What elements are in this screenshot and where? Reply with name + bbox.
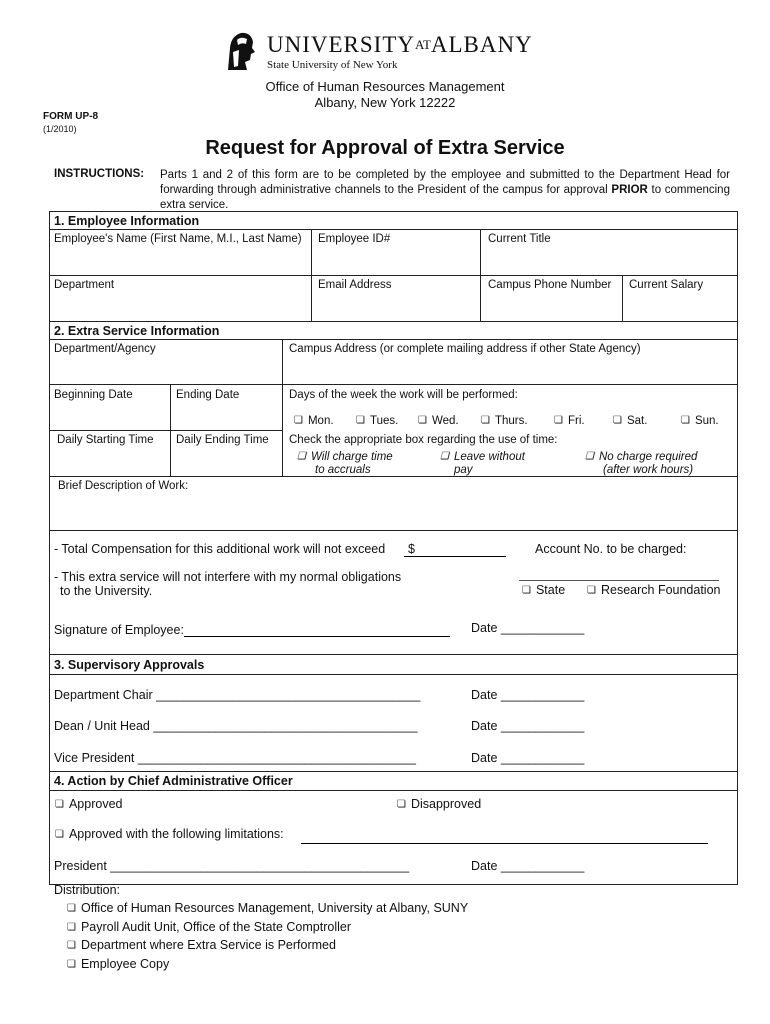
current-salary-field[interactable]: Current Salary bbox=[629, 279, 704, 291]
distribution-item: ❏ Payroll Audit Unit, Office of the State Comptroller bbox=[67, 920, 351, 934]
department-agency-field[interactable]: Department/Agency bbox=[54, 343, 156, 355]
vice-president-signature[interactable]: Vice President ________________________________________ bbox=[54, 751, 416, 765]
compensation-label: - Total Compensation for this additional work will not exceed bbox=[54, 542, 386, 556]
daily-end-field[interactable]: Daily Ending Time bbox=[176, 434, 269, 446]
campus-phone-field[interactable]: Campus Phone Number bbox=[488, 279, 612, 291]
compensation-amount-field[interactable]: $ bbox=[404, 542, 506, 557]
logo-wordmark: UNIVERSITYATALBANY bbox=[267, 32, 533, 57]
distribution-label: Distribution: bbox=[54, 883, 120, 897]
employee-signature-label: Signature of Employee: bbox=[54, 623, 184, 637]
charge-accruals-checkbox[interactable]: ❏ Will charge time to accruals bbox=[297, 451, 393, 476]
logo-subtitle: State University of New York bbox=[267, 59, 398, 71]
office-address: Albany, New York 12222 bbox=[314, 95, 456, 110]
time-use-label: Check the appropriate box regarding the use of time: bbox=[289, 434, 558, 446]
form-date: (1/2010) bbox=[43, 124, 77, 134]
university-logo bbox=[225, 30, 555, 76]
department-chair-signature[interactable]: Department Chair ______________________________________ bbox=[54, 688, 421, 702]
employee-date-field[interactable]: Date ____________ bbox=[471, 621, 585, 635]
instructions-label: INSTRUCTIONS: bbox=[54, 168, 145, 180]
employee-signature-field[interactable] bbox=[184, 636, 450, 637]
ending-date-field[interactable]: Ending Date bbox=[176, 389, 240, 401]
distribution-item: ❏ Department where Extra Service is Performed bbox=[67, 938, 336, 952]
account-number-field[interactable] bbox=[519, 580, 719, 581]
research-foundation-checkbox[interactable]: ❏ Research Foundation bbox=[587, 583, 721, 597]
form-id: FORM UP-8 bbox=[43, 111, 98, 122]
leave-without-pay-checkbox[interactable]: ❏ Leave without pay bbox=[440, 451, 525, 476]
section1-heading: 1. Employee Information bbox=[54, 214, 200, 228]
vp-date-field[interactable]: Date ____________ bbox=[471, 751, 585, 765]
day-thurs[interactable]: ❏ Thurs. bbox=[481, 415, 528, 427]
employee-name-field[interactable]: Employee's Name (First Name, M.I., Last Name) bbox=[54, 233, 302, 245]
beginning-date-field[interactable]: Beginning Date bbox=[54, 389, 133, 401]
email-field[interactable]: Email Address bbox=[318, 279, 392, 291]
distribution-item: ❏ Employee Copy bbox=[67, 957, 169, 971]
obligation-text-1: - This extra service will not interfere with my normal obligations bbox=[54, 570, 402, 584]
current-title-field[interactable]: Current Title bbox=[488, 233, 551, 245]
daily-start-field[interactable]: Daily Starting Time bbox=[57, 434, 154, 446]
campus-address-field[interactable]: Campus Address (or complete mailing address if other State Agency) bbox=[289, 343, 641, 355]
chair-date-field[interactable]: Date ____________ bbox=[471, 688, 585, 702]
employee-id-field[interactable]: Employee ID# bbox=[318, 233, 391, 245]
dean-signature[interactable]: Dean / Unit Head ______________________________________ bbox=[54, 719, 418, 733]
department-field[interactable]: Department bbox=[54, 279, 115, 291]
president-signature[interactable]: President ___________________________________________ bbox=[54, 859, 410, 873]
section4-heading: 4. Action by Chief Administrative Officer bbox=[54, 774, 293, 788]
distribution-item: ❏ Office of Human Resources Management, University at Albany, SUNY bbox=[67, 901, 468, 915]
day-sat[interactable]: ❏ Sat. bbox=[613, 415, 647, 427]
no-charge-checkbox[interactable]: ❏ No charge required (after work hours) bbox=[585, 451, 697, 476]
days-label: Days of the week the work will be performed: bbox=[289, 389, 518, 401]
office-name: Office of Human Resources Management bbox=[265, 79, 505, 94]
section3-heading: 3. Supervisory Approvals bbox=[54, 658, 205, 672]
form-title: Request for Approval of Extra Service bbox=[205, 137, 565, 159]
day-mon[interactable]: ❏ Mon. bbox=[294, 415, 334, 427]
minerva-logo-icon bbox=[225, 30, 257, 72]
dean-date-field[interactable]: Date ____________ bbox=[471, 719, 585, 733]
president-date-field[interactable]: Date ____________ bbox=[471, 859, 585, 873]
instructions-text: Parts 1 and 2 of this form are to be completed by the employee and submitted to the Department Head for forwarding through administrative channels to the President of the campus for approval PRIOR to commencing extra service. bbox=[160, 169, 730, 211]
approved-checkbox[interactable]: ❏ Approved bbox=[55, 797, 122, 811]
account-label: Account No. to be charged: bbox=[535, 542, 687, 556]
day-sun[interactable]: ❏ Sun. bbox=[681, 415, 719, 427]
state-checkbox[interactable]: ❏ State bbox=[522, 583, 565, 597]
limitations-field[interactable] bbox=[301, 843, 708, 844]
section2-heading: 2. Extra Service Information bbox=[54, 324, 220, 338]
day-wed[interactable]: ❏ Wed. bbox=[418, 415, 459, 427]
day-tues[interactable]: ❏ Tues. bbox=[356, 415, 398, 427]
day-fri[interactable]: ❏ Fri. bbox=[554, 415, 585, 427]
work-description-field[interactable]: Brief Description of Work: bbox=[58, 480, 189, 492]
obligation-text-2: to the University. bbox=[60, 584, 153, 598]
disapproved-checkbox[interactable]: ❏ Disapproved bbox=[397, 797, 481, 811]
approved-with-limitations-checkbox[interactable]: ❏ Approved with the following limitations: bbox=[55, 827, 284, 841]
